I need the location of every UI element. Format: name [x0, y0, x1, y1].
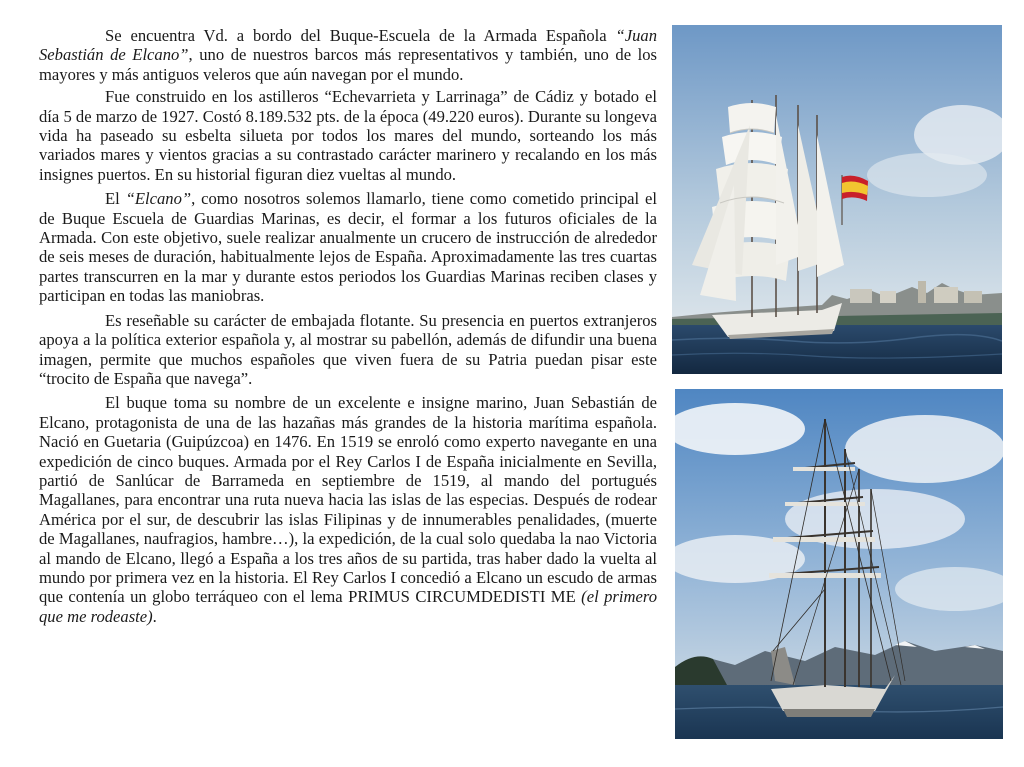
paragraph-embassy: Es reseñable su carácter de embajada flotante. Su presencia en puertos extranjeros apoya a la política exterior española y, al mostrar su pabellón, además de difundir una buena imagen, permite que muchos españoles que viven fuera de su Patria puedan pisar este “trocito de España que navega”. [39, 310, 657, 388]
paragraph-construction: Fue construido en los astilleros “Echevarrieta y Larrinaga” de Cádiz y botado el día 5 de marzo de 1927. Costó 8.189.532 pts. de la época (49.220 euros). Durante su longeva vida ha paseado su esbelta silueta por todos los mares del mundo, sorteando los más variados mares y vientos gracias a su contrastado carácter marinero y recalando en los más insignes puertos. En su historial figuran diez vueltas al mundo. [39, 87, 657, 184]
ship-nickname: “Elcano” [125, 189, 192, 209]
paragraph-mission: El “Elcano”, como nosotros solemos llamarlo, tiene como cometido principal el de Buque Escuela de Guardias Marinas, es decir, el formar a los futuros oficiales de la Armada. Con este objetivo, suele realizar anualmente un crucero de instrucción de alrededor de seis meses de duración, habitualmente lejos de España. Aproximadamente las tres cuartas partes transcurren en la mar y durante estos periodos los Guardias Marinas reciben clases y participan en todas las maniobras. [39, 189, 657, 306]
motto-translation: (el primero que me rodeaste) [39, 587, 657, 626]
photo-ship-under-sail [672, 25, 1002, 374]
ship-name: “Juan Sebastián de Elcano” [39, 26, 657, 65]
photo-ship-at-anchor [675, 389, 1003, 739]
article-text [39, 26, 657, 626]
paragraph-intro: Se encuentra Vd. a bordo del Buque-Escuela de la Armada Española “Juan Sebastián de Elcano”, uno de nuestros barcos más representativos y también, uno de los mayores y más antiguos veleros que aún navegan por el mundo. [39, 26, 657, 84]
paragraph-namesake: El buque toma su nombre de un excelente e insigne marino, Juan Sebastián de Elcano, protagonista de una de las hazañas más grandes de la historia marítima española. Nació en Guetaria (Guipúzcoa) en 1476. En 1519 se enroló como experto navegante en una expedición de cinco buques. Armada por el Rey Carlos I de España inicialmente en Sevilla, partió de Sanlúcar de Barrameda en septiembre de 1519, al mando del portugués Magallanes, para encontrar una ruta nueva hacia las islas de las especias. Después de rodear América por el sur, de descubrir las islas Filipinas y de innumerables penalidades, (muerte de Magallanes, naufragios, hambre…), la expedición, de la cual solo quedaba la nao Victoria al mando de Elcano, llegó a España a los tres años de su partida, tras haber dado la vuelta al mundo por primera vez en la historia. El Rey Carlos I concedió a Elcano un escudo de armas que contenía un globo terráqueo con el lema PRIMUS CIRCUMDEDISTI ME (el primero que me rodeaste). [39, 393, 657, 626]
